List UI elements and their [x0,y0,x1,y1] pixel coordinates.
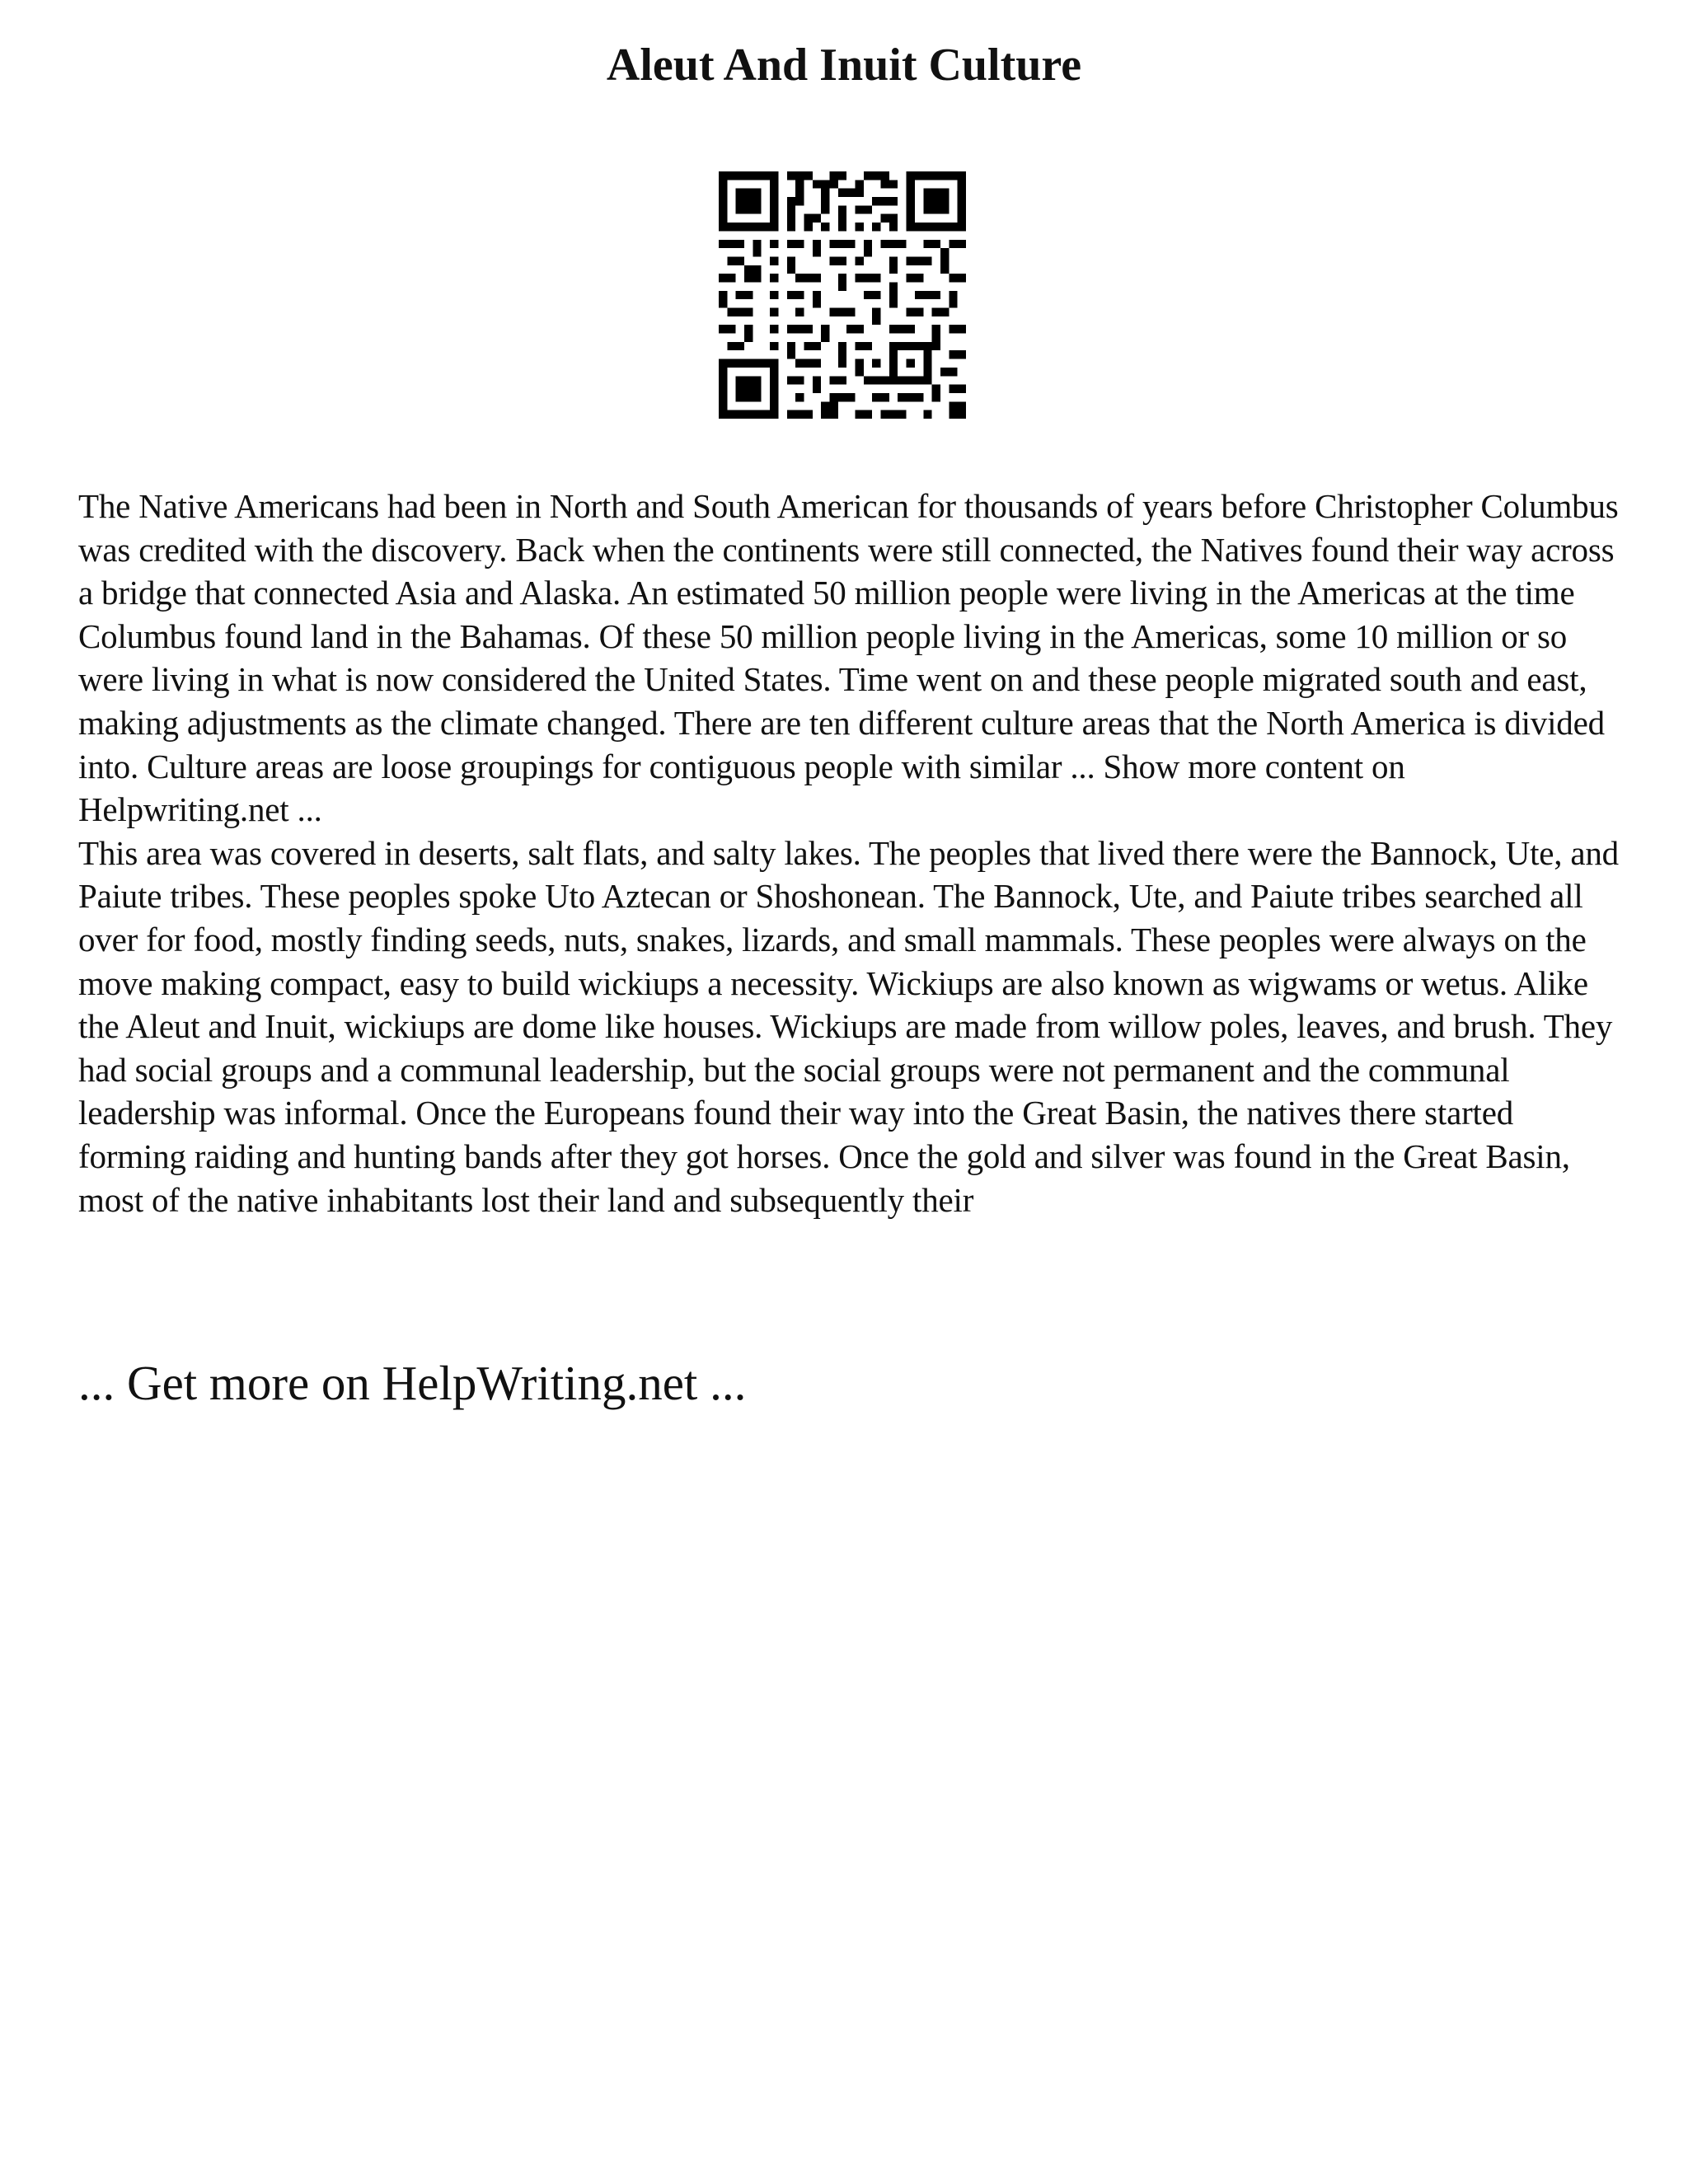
paragraph-intro: The Native Americans had been in North and South American for thousands of years before Christopher Columbus was credited with the discovery. Back when the continents were still connected, the Natives found their way across a bridge that connected Asia and Alaska. An estimated 50 million people were living in the Americas at the time Columbus found land in the Bahamas. Of these 50 million people living in the Americas, some 10 million or so were living in what is now considered the United States. Time went on and these people migrated south and east, making adjustments as the climate changed. There are ten different culture areas that the North America is divided into. Culture areas are loose groupings for contiguous people with similar ... Show more content on Helpwriting.net ... [78,487,1619,829]
document-body [78,485,1620,1221]
get-more-link[interactable]: ... Get more on HelpWriting.net ... [78,1356,747,1410]
qr-code-icon [719,171,966,419]
paragraph-great-basin: This area was covered in deserts, salt flats, and salty lakes. The peoples that lived there were the Bannock, Ute, and Paiute tribes. These peoples spoke Uto Aztecan or Shoshonean. The Bannock, Ute, and Paiute tribes searched all over for food, mostly finding seeds, nuts, snakes, lizards, and small mammals. These peoples were always on the move making compact, easy to build wickiups a necessity. Wickiups are also known as wigwams or wetus. Alike the Aleut and Inuit, wickiups are dome like houses. Wickiups are made from willow poles, leaves, and brush. They had social groups and a communal leadership, but the social groups were not permanent and the communal leadership was informal. Once the Europeans found their way into the Great Basin, the natives there started forming raiding and hunting bands after they got horses. Once the gold and silver was found in the Great Basin, most of the native inhabitants lost their land and subsequently their [78,833,1619,1219]
document-title: Aleut And Inuit Culture [606,40,1082,91]
